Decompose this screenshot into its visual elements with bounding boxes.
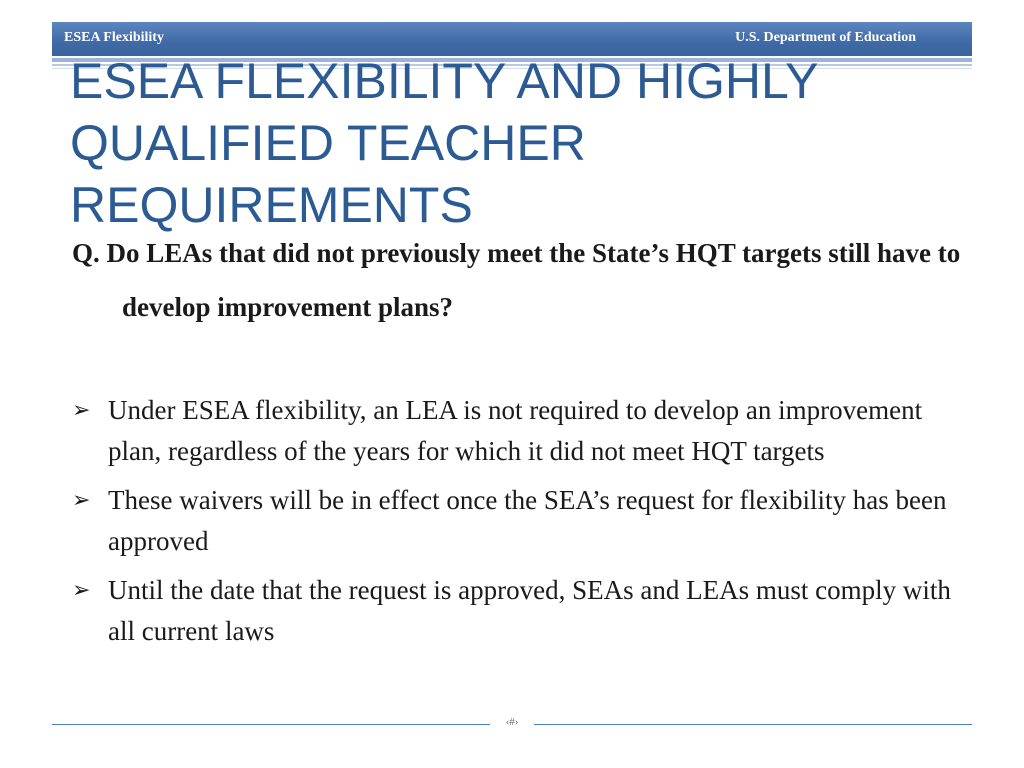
slide-number: ‹#› xyxy=(505,716,519,728)
header-right-text: U.S. Department of Education xyxy=(735,30,916,45)
arrow-bullet-icon: ➢ xyxy=(72,578,91,603)
bullet-text: Until the date that the request is approved, SEAs and LEAs must comply with all current laws xyxy=(108,575,951,646)
bullet-item xyxy=(72,390,952,472)
bullet-item xyxy=(72,480,952,562)
header-left-text: ESEA Flexibility xyxy=(64,30,164,45)
arrow-bullet-icon: ➢ xyxy=(72,488,91,513)
footer-divider xyxy=(534,724,972,725)
bullet-item xyxy=(72,570,952,652)
bullet-text: Under ESEA flexibility, an LEA is not required to develop an improvement plan, regardless of the years for which it did not meet HQT targets xyxy=(108,395,923,466)
arrow-bullet-icon: ➢ xyxy=(72,398,91,423)
footer-divider xyxy=(52,724,490,725)
bullet-text: These waivers will be in effect once the SEA’s request for flexibility has been approved xyxy=(108,485,947,556)
slide-title: ESEA FLEXIBILITY AND HIGHLY QUALIFIED TEACHER REQUIREMENTS xyxy=(70,53,818,233)
question-text: Q. Do LEAs that did not previously meet the State’s HQT targets still have to develop improvement plans? xyxy=(72,238,961,322)
bullet-list xyxy=(72,390,952,660)
